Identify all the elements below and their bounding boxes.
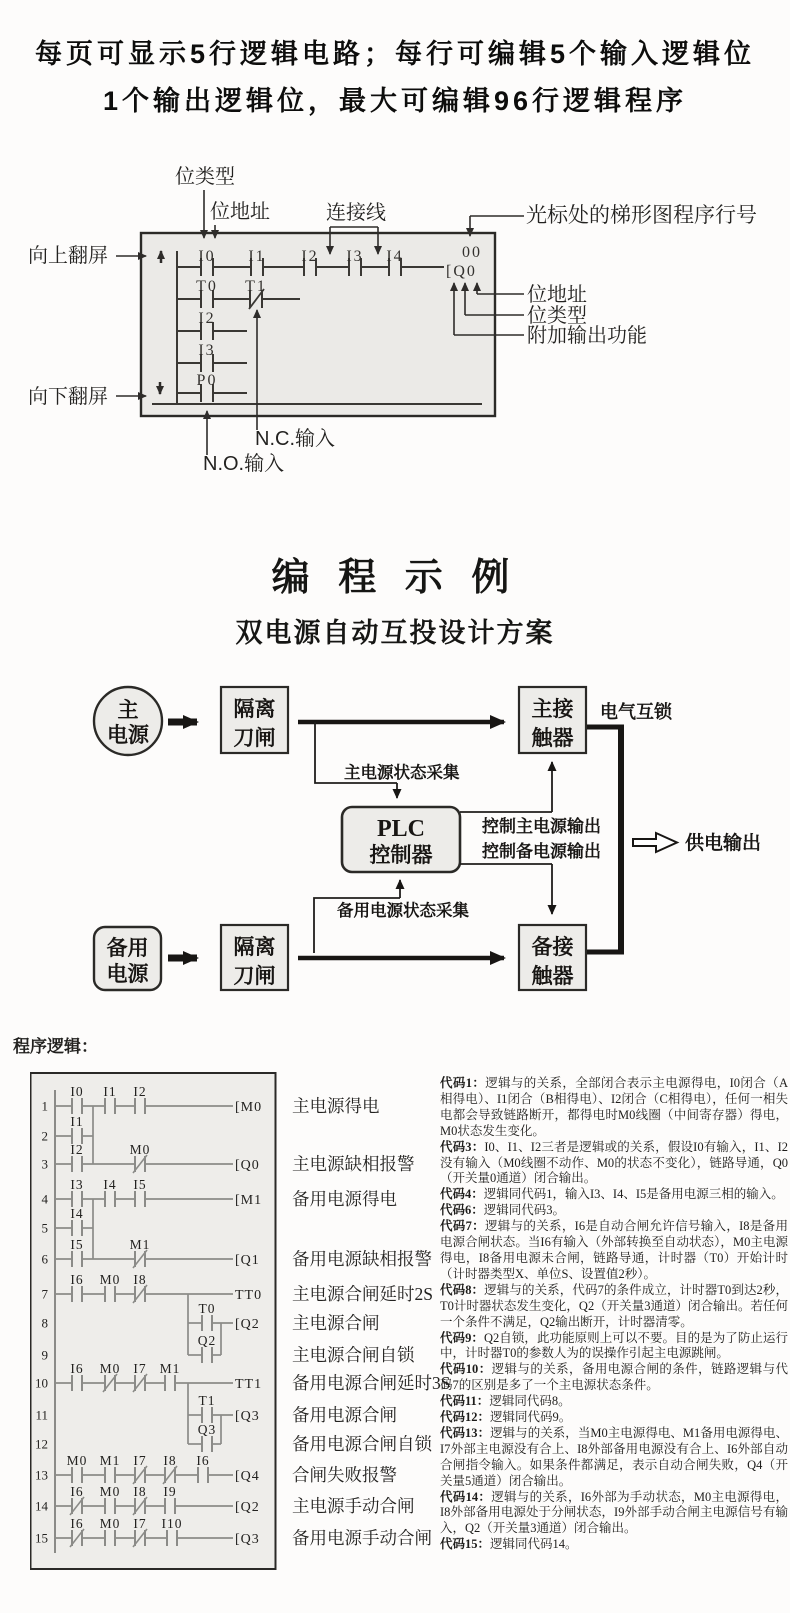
contact-label: I2 <box>198 310 216 327</box>
supply-output-label: 供电输出 <box>685 833 762 854</box>
coil-label: TT1 <box>235 1377 263 1392</box>
code-description-text: 逻辑同代码1，输入I3、I4、I5是备用电源三相的输入。 <box>483 1187 784 1202</box>
code-description <box>440 1394 788 1410</box>
backup-contactor-label-1: 备接 <box>531 935 574 959</box>
coil-label: TT0 <box>235 1288 263 1303</box>
ctrl-main-label: 控制主电源输出 <box>482 817 601 836</box>
code-description-label: 代码9： <box>440 1330 484 1345</box>
code-description-label: 代码14： <box>440 1489 492 1504</box>
contact-label: M0 <box>129 1142 151 1157</box>
coil-label: [Q0 <box>235 1158 260 1173</box>
output-coil-label: [Q0 <box>446 263 477 280</box>
contact-label: I6 <box>70 1516 84 1531</box>
rung-number: 15 <box>35 1530 48 1546</box>
rung-number: 5 <box>41 1220 48 1236</box>
rung-number: 1 <box>41 1098 48 1114</box>
code-description <box>440 1203 788 1219</box>
rung-number: 12 <box>35 1436 48 1452</box>
contact-label: I0 <box>198 248 216 265</box>
contact-label: I5 <box>70 1237 84 1252</box>
rung-number: 6 <box>41 1251 48 1267</box>
contact-label: Q3 <box>197 1422 217 1437</box>
plc-label-1: PLC <box>377 816 425 842</box>
rung-number: 10 <box>35 1375 48 1391</box>
code-description-label: 代码11： <box>440 1394 490 1409</box>
rung-description: 主电源合闸延时2S <box>292 1284 433 1304</box>
coil-label: [M0 <box>235 1100 263 1115</box>
contact-label: I7 <box>133 1516 147 1531</box>
contact-label: I6 <box>70 1484 84 1499</box>
contact-label: Q2 <box>197 1333 217 1348</box>
contact-label: I6 <box>196 1453 210 1468</box>
code-description <box>440 1076 788 1140</box>
contact-label: M0 <box>66 1453 88 1468</box>
contact-label: I2 <box>133 1084 147 1099</box>
ctrl-backup-label: 控制备电源输出 <box>482 842 601 861</box>
code-description-text: 逻辑同代码3。 <box>483 1203 566 1218</box>
code-description-label: 代码15： <box>440 1537 491 1552</box>
callout-page-up: 向上翻屏 <box>28 245 108 267</box>
contact-label: I1 <box>248 248 266 265</box>
callout-bit-addr-top: 位地址 <box>210 201 270 223</box>
code-description-text: 逻辑与的关系，当M0主电源得电、M1备用电源得电、I7外部主电源没有合上、I8外部备用电源没有合上、I6外部自动合闸指令输入。如果条件都满足，表示自动合闸失败，Q4（开关量5通道）闭合输出。 <box>440 1425 788 1488</box>
code-descriptions <box>440 1076 788 1553</box>
code-description-text: 逻辑同代码9。 <box>490 1410 572 1425</box>
code-description-label: 代码1： <box>440 1076 486 1090</box>
code-description-label: 代码10： <box>440 1362 492 1377</box>
contact-label: M1 <box>159 1361 181 1376</box>
contact-label: I7 <box>133 1361 147 1376</box>
code-description <box>440 1362 788 1394</box>
contact-label: M0 <box>99 1272 121 1287</box>
code-description <box>440 1219 788 1283</box>
coil-label: [Q3 <box>235 1409 260 1424</box>
code-description-text: 逻辑与的关系，备用电源合闸的条件，链路逻辑与代码7的区别是多了一个主电源状态条件。 <box>440 1362 788 1393</box>
isolator2-label-2: 刀闸 <box>233 964 276 988</box>
code-description-text: 逻辑同代码14。 <box>490 1537 578 1552</box>
main-source-label-2: 电源 <box>107 723 149 747</box>
code-description <box>440 1426 788 1490</box>
contact-label: I3 <box>346 248 364 265</box>
contact-label: I8 <box>133 1272 147 1287</box>
code-description-text: 逻辑与的关系，全部闭合表示主电源得电，I0闭合（A相得电）、I1闭合（B相得电）、I2闭合（C相得电），任何一相失电都会导致链路断开，都得电时M0线圈（中间寄存器）得电，M0状态发生变化。 <box>440 1076 788 1138</box>
code-description-text: Q2自锁，此功能原则上可以不要。目的是为了防止运行中，计时器T0的参数人为的误操作引起主电源跳闸。 <box>440 1330 788 1361</box>
backup-contactor-label-2: 触器 <box>531 964 574 988</box>
backup-source-label-1: 备用 <box>106 936 149 960</box>
contact-label: I7 <box>133 1453 147 1468</box>
coil-label: [Q1 <box>235 1253 260 1268</box>
main-contactor-label-2: 触器 <box>531 726 574 750</box>
callout-page-down: 向下翻屏 <box>28 386 108 408</box>
contact-label: I3 <box>198 342 216 359</box>
coil-label: [Q4 <box>235 1469 260 1484</box>
contact-label: I9 <box>163 1484 177 1499</box>
contact-label: I0 <box>70 1084 84 1099</box>
code-description <box>440 1537 788 1553</box>
rung-number: 13 <box>35 1467 48 1483</box>
contact-label: I1 <box>70 1114 84 1129</box>
rung-number: 7 <box>41 1286 48 1302</box>
contact-label: I8 <box>133 1484 147 1499</box>
header-note-line1: 每页可显示5行逻辑电路；每行可编辑5个输入逻辑位 <box>34 39 756 69</box>
contact-label: I1 <box>103 1084 117 1099</box>
contact-label: T0 <box>196 278 218 295</box>
contact-label: I6 <box>70 1272 84 1287</box>
rung-number: 3 <box>41 1156 48 1172</box>
isolator1-label-1: 隔离 <box>233 697 276 721</box>
contact-label: I2 <box>301 248 319 265</box>
screen-diagram <box>0 130 790 510</box>
rung-number: 4 <box>41 1191 48 1207</box>
callout-bit-type-top: 位类型 <box>175 166 235 188</box>
example-subtitle: 双电源自动互投设计方案 <box>235 618 555 648</box>
code-description-label: 代码7： <box>440 1219 485 1234</box>
code-description-text: 逻辑同代码8。 <box>489 1394 571 1409</box>
rung-description: 主电源缺相报警 <box>292 1154 415 1174</box>
contact-label: M1 <box>129 1237 151 1252</box>
code-description-label: 代码8： <box>440 1282 485 1297</box>
cursor-row-number: 00 <box>462 244 482 261</box>
rung-number: 14 <box>35 1498 48 1514</box>
rung-description: 备用电源手动合闸 <box>292 1528 432 1548</box>
rung-number: 11 <box>35 1407 48 1423</box>
rung-number: 2 <box>41 1128 48 1144</box>
contact-label: I2 <box>70 1142 84 1157</box>
rung-description: 备用电源缺相报警 <box>292 1249 432 1269</box>
contact-label: I4 <box>103 1177 117 1192</box>
code-description-label: 代码6： <box>440 1203 484 1218</box>
isolator1-label-2: 刀闸 <box>233 726 276 750</box>
callout-bit-type-right: 位类型 <box>527 305 587 327</box>
callout-connect-line: 连接线 <box>326 202 386 224</box>
contact-label: M0 <box>99 1361 121 1376</box>
code-description-label: 代码12： <box>440 1410 491 1425</box>
contact-label: M1 <box>99 1453 121 1468</box>
callout-nc-input: N.C.输入 <box>255 428 335 450</box>
supply-output-arrow-icon <box>633 833 677 852</box>
callout-no-input: N.O.输入 <box>203 453 285 475</box>
rung-description: 主电源合闸自锁 <box>292 1345 415 1365</box>
rung-description: 备用电源合闸延时3S <box>292 1373 451 1393</box>
coil-label: [Q2 <box>235 1317 260 1332</box>
code-description <box>440 1283 788 1331</box>
rung-description: 备用电源得电 <box>292 1189 397 1209</box>
code-description <box>440 1140 788 1188</box>
rung-description: 主电源合闸 <box>292 1313 380 1333</box>
code-description-label: 代码13： <box>440 1425 491 1440</box>
rung-number: 8 <box>41 1315 48 1331</box>
code-description-text: 逻辑与的关系，I6是自动合闸允许信号输入，I8是备用电源合闸状态。当I6有输入（外部转换至自动状态），M0主电源得电，I8备用电源未合闸，链路导通，计时器（T0）开始计时（计时器类型X、单位S、设置值2秒）。 <box>440 1219 788 1281</box>
rung-description: 主电源得电 <box>292 1096 380 1116</box>
example-title: 编 程 示 例 <box>271 557 519 599</box>
rung-number: 9 <box>41 1347 48 1363</box>
rung-description: 合闸失败报警 <box>292 1465 397 1485</box>
backup-status-label: 备用电源状态采集 <box>337 901 469 920</box>
callout-extra-output: 附加输出功能 <box>527 325 647 347</box>
rung-description: 备用电源合闸 <box>292 1405 397 1425</box>
isolator2-label-1: 隔离 <box>233 935 276 959</box>
contact-label: I8 <box>163 1453 177 1468</box>
rung-description: 备用电源合闸自锁 <box>292 1434 432 1454</box>
ladder-program <box>30 1065 490 1580</box>
contact-label: I3 <box>70 1177 84 1192</box>
flow-diagram <box>0 650 790 995</box>
plc-label-2: 控制器 <box>369 843 433 867</box>
callout-bit-addr-right: 位地址 <box>527 284 587 306</box>
contact-label: T0 <box>198 1301 216 1316</box>
contact-label: I4 <box>386 248 404 265</box>
interlock-label: 电气互锁 <box>600 702 672 722</box>
contact-label: M0 <box>99 1516 121 1531</box>
program-logic-heading: 程序逻辑： <box>13 1037 98 1056</box>
code-description <box>440 1490 788 1538</box>
header-note-line2: 1个输出逻辑位，最大可编辑96行逻辑程序 <box>102 86 688 116</box>
contact-label: I10 <box>161 1516 183 1531</box>
main-status-label: 主电源状态采集 <box>344 763 460 782</box>
code-description-text: I0、I1、I2三者是逻辑或的关系，假设I0有输入，I1、I2没有输入（M0线圈不动作、M0的状态不变化），链路导通，Q0（开关量0通道）闭合输出。 <box>440 1139 788 1186</box>
code-description <box>440 1187 788 1203</box>
contact-label: T1 <box>245 278 267 295</box>
callout-cursor-row: 光标处的梯形图程序行号 <box>526 204 757 227</box>
main-source-label-1: 主 <box>117 698 139 722</box>
contact-label: I6 <box>70 1361 84 1376</box>
code-description-text: 逻辑与的关系，代码7的条件成立，计时器T0到达2秒，T0计时器状态发生变化，Q2（开关量3通道）闭合输出。若任何一个条件不满足，Q2输出断开，计时器清零。 <box>440 1282 788 1329</box>
code-description <box>440 1331 788 1363</box>
backup-source-label-2: 电源 <box>106 962 149 986</box>
contact-label: I4 <box>70 1206 84 1221</box>
coil-label: [M1 <box>235 1193 263 1208</box>
rung-description: 主电源手动合闸 <box>292 1496 415 1516</box>
coil-label: [Q3 <box>235 1532 260 1547</box>
coil-label: [Q2 <box>235 1500 260 1515</box>
code-description-label: 代码3： <box>440 1139 485 1154</box>
code-description <box>440 1410 788 1426</box>
code-description-label: 代码4： <box>440 1187 484 1202</box>
contact-label: T1 <box>198 1393 216 1408</box>
code-description-text: 逻辑与的关系，I6外部为手动状态，M0主电源得电，I8外部备用电源处于分闸状态，I9外部手动合闸主电源信号有输入，Q2（开关量3通道）闭合输出。 <box>440 1489 788 1536</box>
main-contactor-label-1: 主接 <box>531 697 574 721</box>
contact-label: I5 <box>133 1177 147 1192</box>
contact-label: M0 <box>99 1484 121 1499</box>
contact-label: P0 <box>196 372 218 389</box>
